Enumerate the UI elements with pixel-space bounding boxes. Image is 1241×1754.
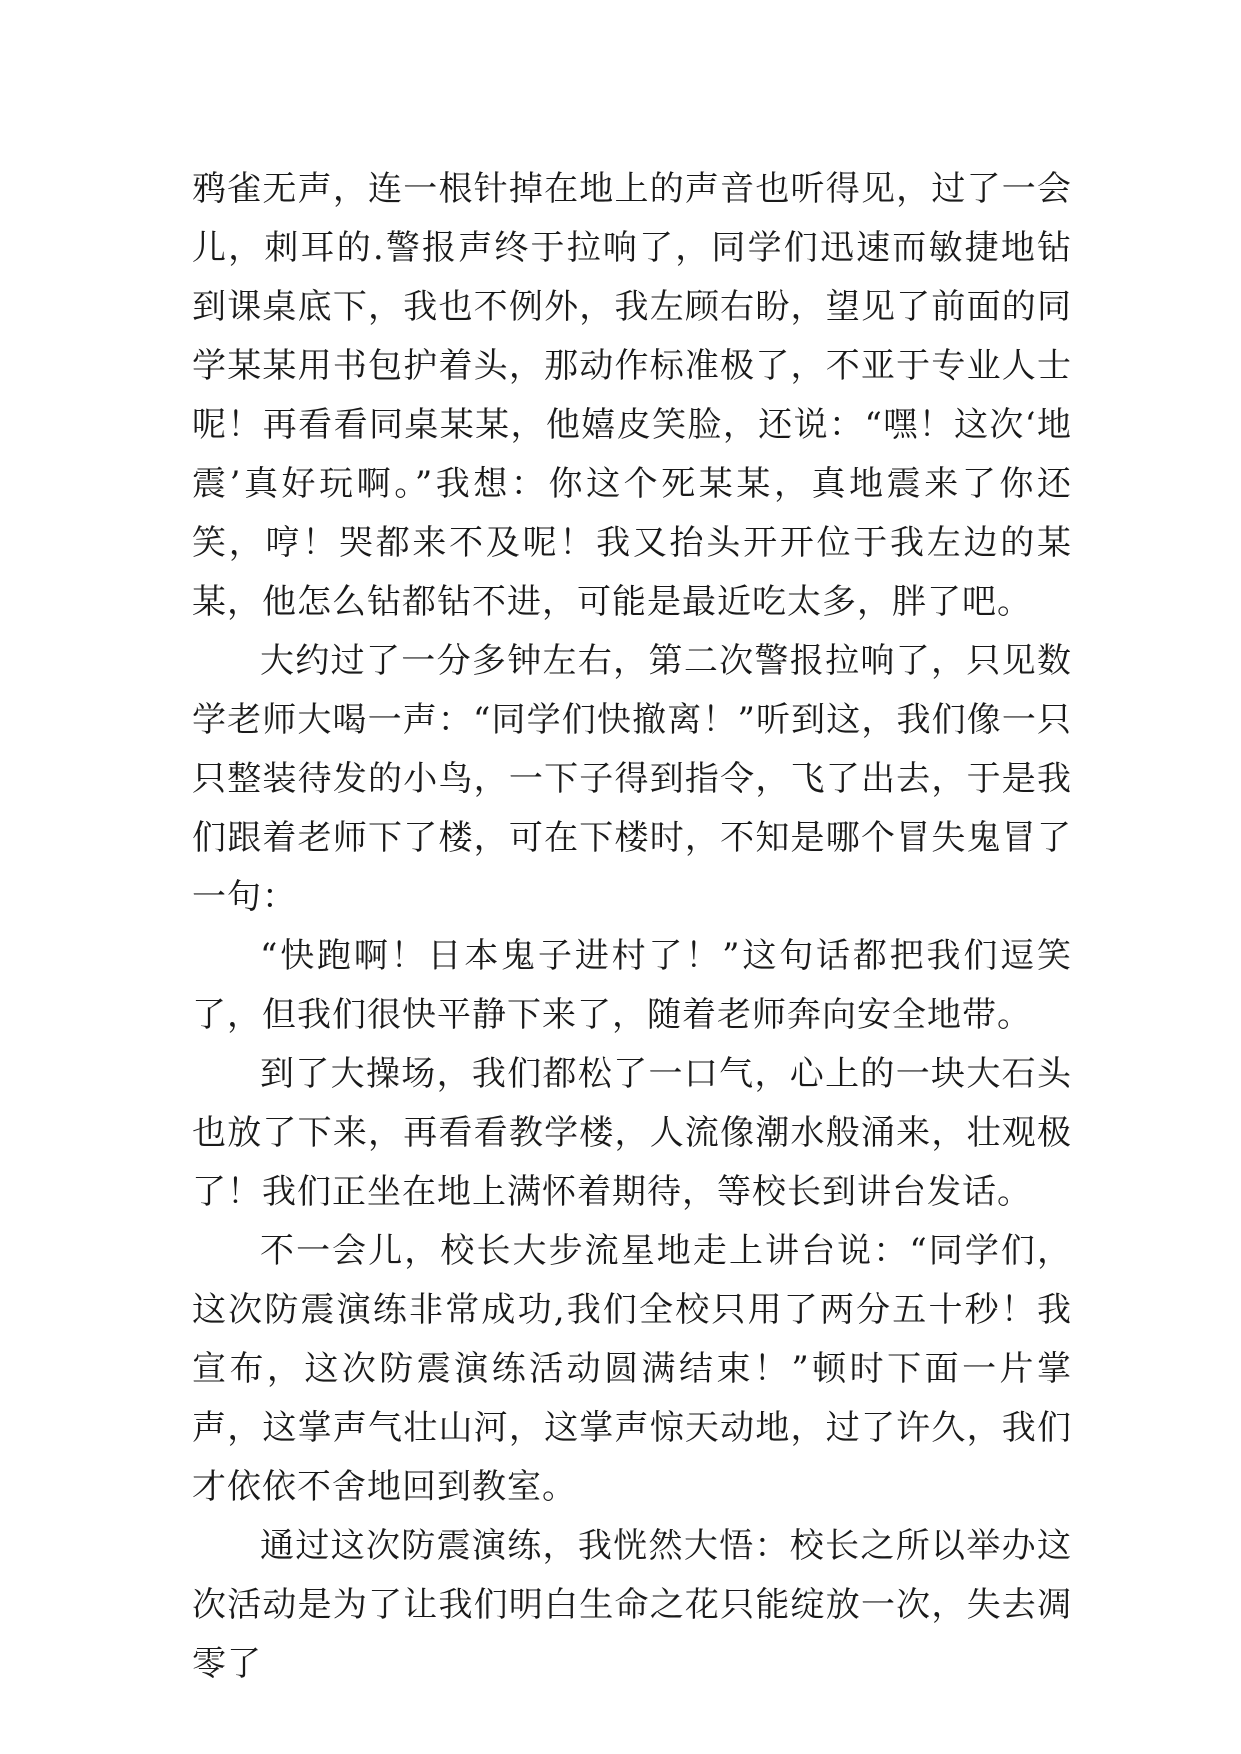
paragraph-1: 鸦雀无声，连一根针掉在地上的声音也听得见，过了一会儿，刺耳的.警报声终于拉响了，同学们迅速而敏捷地钻到课桌底下，我也不例外，我左顾右盼，望见了前面的同学某某用书包护着头，那动作标准极了，不亚于专业人士呢！再看看同桌某某，他嬉皮笑脸，还说：“嘿！这次‘地震’真好玩啊。”我想：你这个死某某，真地震来了你还笑，哼！哭都来不及呢！我又抬头开开位于我左边的某某，他怎么钻都钻不进，可能是最近吃太多，胖了吧。 bbox=[192, 169, 1072, 622]
paragraph-2: 大约过了一分多钟左右，第二次警报拉响了，只见数学老师大喝一声：“同学们快撤离！”听到这，我们像一只只整装待发的小鸟，一下子得到指令，飞了出去，于是我们跟着老师下了楼，可在下楼时，不知是哪个冒失鬼冒了一句： bbox=[192, 641, 1072, 917]
paragraph-4: 到了大操场，我们都松了一口气，心上的一块大石头也放了下来，再看看教学楼，人流像潮水般涌来，壮观极了！我们正坐在地上满怀着期待，等校长到讲台发话。 bbox=[192, 1054, 1072, 1212]
paragraph-6: 通过这次防震演练，我恍然大悟：校长之所以举办这次活动是为了让我们明白生命之花只能绽放一次，失去凋零了 bbox=[192, 1526, 1072, 1684]
paragraph-3: “快跑啊！日本鬼子进村了！”这句话都把我们逗笑了，但我们很快平静下来了，随着老师奔向安全地带。 bbox=[192, 936, 1072, 1035]
document-body bbox=[192, 160, 1072, 1694]
paragraph-5: 不一会儿，校长大步流星地走上讲台说：“同学们，这次防震演练非常成功,我们全校只用了两分五十秒！我宣布，这次防震演练活动圆满结束！”顿时下面一片掌声，这掌声气壮山河，这掌声惊天动地，过了许久，我们才依依不舍地回到教室。 bbox=[192, 1231, 1072, 1507]
